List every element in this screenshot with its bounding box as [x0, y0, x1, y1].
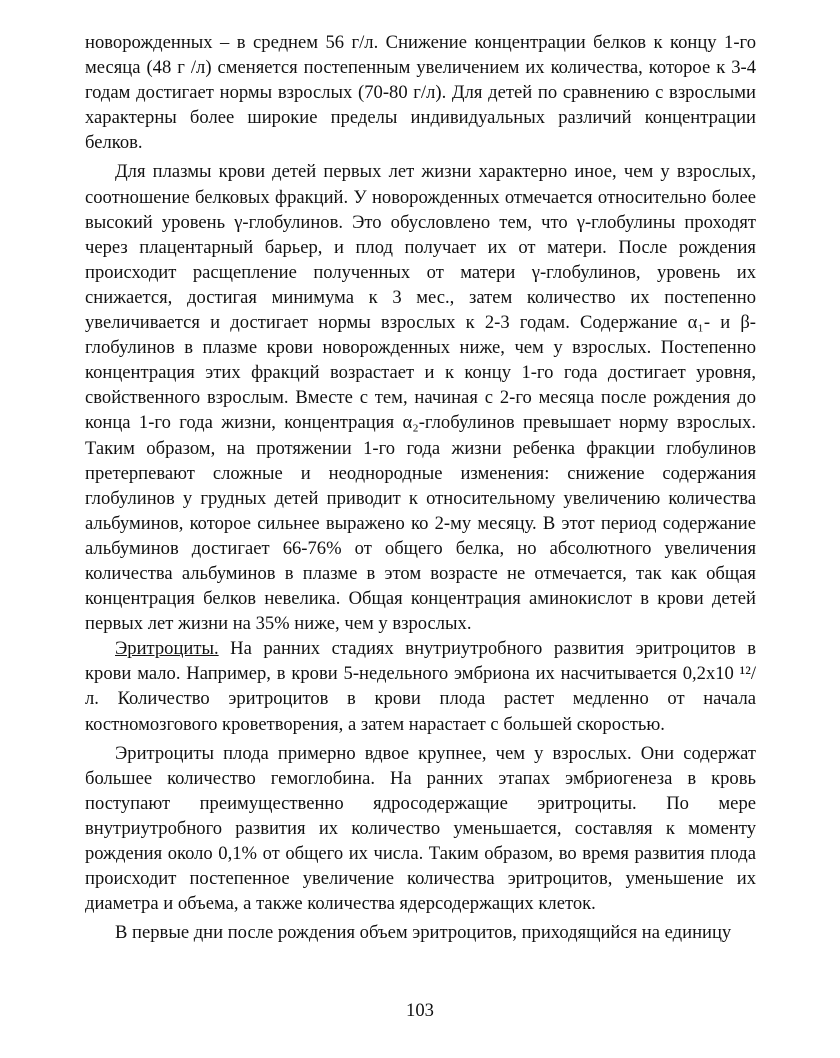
page-number: 103	[406, 1000, 434, 1021]
paragraph-erythrocytes-intro	[85, 636, 756, 736]
page-body	[85, 30, 756, 945]
paragraph-fetal-erythrocytes: Эритроциты плода примерно вдвое крупнее, чем у взрослых. Они содержат большее количество гемоглобина. На ранних этапах эмбриогенеза в кровь поступают преимущественно ядросодержащие эритроциты. По мере внутриутробного развития их количество уменьшается, составляя к моменту рождения около 0,1% от общего их числа. Таким образом, во время развития плода происходит постепенное увеличение количества эритроцитов, уменьшение их диаметра и объема, а также количества ядерсодержащих клеток.	[85, 742, 756, 915]
paragraph-after-birth: В первые дни после рождения объем эритроцитов, приходящийся на единицу	[115, 922, 732, 944]
paragraph-protein-concentration: новорожденных – в среднем 56 г/л. Снижение концентрации белков к концу 1-го месяца (48 г /л) сменяется постепенным увеличением их количества, которое к 3-4 годам достигает нормы взрослых (70-80 г/л). Для детей по сравнению с взрослыми характерны более широкие пределы индивидуальных различий концентрации белков.	[85, 32, 756, 154]
paragraph-protein-fractions: Для плазмы крови детей первых лет жизни характерно иное, чем у взрослых, соотношение белковых фракций. У новорожденных отмечается относительно более высокий уровень γ-глобулинов. Это обусловлено тем, что γ-глобулины проходят через плацентарный барьер, и плод получает их от матери. После рождения происходит расщепление полученных от матери γ-глобулинов, уровень их снижается, достигая минимума к 3 мес., затем количество их постепенно увеличивается и достигает нормы взрослых к 2-3 годам. Содержание α₁- и β-глобулинов в плазме крови новорожденных ниже, чем у взрослых. Постепенно концентрация этих фракций возрастает и к концу 1-го года достигает уровня, свойственного взрослым. Вместе с тем, начиная с 2-го месяца после рождения до конца 1-го года жизни, концентрация α₂-глобулинов превышает норму взрослых. Таким образом, на протяжении 1-го года жизни ребенка фракции глобулинов претерпевают сложные и неоднородные изменения: снижение содержания глобулинов у грудных детей приводит к относительному увеличению количества альбуминов, которое сильнее выражено ко 2-му месяцу. В этот период содержание альбуминов достигает 66-76% от общего белка, но абсолютного увеличения количества альбуминов в плазме в этом возрасте не отмечается, так как общая концентрация белков невелика. Общая концентрация аминокислот в крови детей первых лет жизни на 35% ниже, чем у взрослых.	[85, 161, 756, 635]
section-heading-erythrocytes: Эритроциты.	[115, 638, 219, 660]
erythrocytes-intro-text: На ранних стадиях внутриутробного развития эритроцитов в крови мало. Например, в крови 5-недельного эмбриона их насчитывается 0,2x10 ¹²/л. Количество эритроцитов в крови плода растет медленно от начала костномозгового кроветворения, а затем нарастает с большей скоростью.	[85, 638, 756, 735]
